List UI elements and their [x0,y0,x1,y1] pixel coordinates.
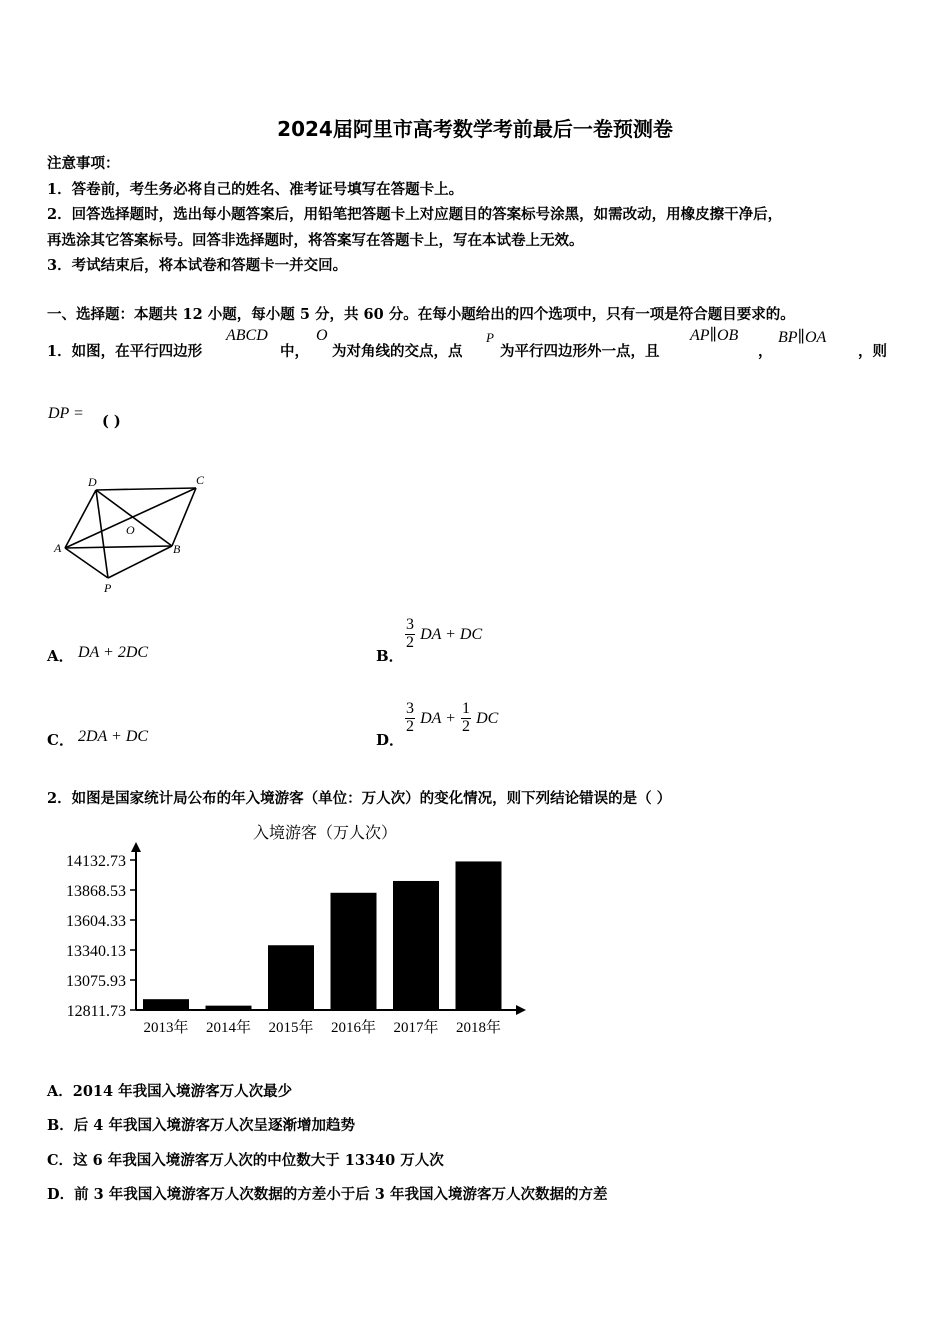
q1-text: 1．如图，在平行四边形 [47,343,203,360]
bar [393,881,439,1010]
q1-text: ，则 [858,343,887,360]
q1-option-c-expr: 2DA + DC [78,728,149,745]
q1-option-b [405,617,482,652]
y-tick-label: 13604.33 [66,913,126,930]
q1-text: ， [758,343,773,360]
q2-option-c: C．这 6 年我国入境游客万人次的中位数大于 13340 万人次 [47,1152,444,1169]
x-tick-label: 2014年 [205,1020,252,1036]
x-tick-label: 2013年 [143,1020,189,1036]
tourism-bar-chart [40,840,540,1045]
q1-dp: DP = [48,405,84,422]
label-a: A [54,541,62,555]
q1-math-bp-oa: BP∥OA [778,329,827,346]
y-tick-label: 14132.73 [66,853,126,870]
chart-x-labels [143,1018,501,1036]
label-p: P [104,581,112,595]
x-tick-label: 2017年 [393,1020,439,1036]
q1-math-abcd: ABCD [226,327,268,344]
notice-heading: 注意事项： [47,155,120,172]
fraction: $\frac{1}{2}$ [462,700,471,735]
notice-item: 再选涂其它答案标号。回答非选择题时，将答案写在答题卡上，写在本试卷上无效。 [47,232,584,249]
q1-math-ap-ob: AP∥OB [690,327,739,344]
q1-option-d-expr-end: DC [476,709,499,727]
x-tick-label: 2018年 [455,1020,502,1036]
q1-text: 为平行四边形外一点，且 [500,343,660,360]
q1-math-p: P [486,330,494,345]
notice-item: 1．答卷前，考生务必将自己的姓名、准考证号填写在答题卡上。 [47,181,464,198]
q2-option-a: A．2014 年我国入境游客万人次最少 [47,1083,293,1100]
q1-text: 为对角线的交点，点 [332,343,463,360]
fraction: $\frac{3}{2}$ [406,700,414,735]
bar [331,893,377,1010]
q1-option-a-expr: DA + 2DC [78,644,149,661]
label-d: D [88,475,97,489]
label-c: C [196,473,205,487]
fraction: $\frac{3}{2}$ [406,616,414,651]
bar [143,999,189,1010]
y-tick-label: 13340.13 [66,943,126,960]
y-tick-label: 13868.53 [66,883,126,900]
y-tick-label: 13075.93 [66,973,126,990]
q1-option-a [78,644,148,662]
q1-parallelogram-figure [48,468,218,598]
q1-answer-paren: ( ) [102,413,121,430]
chart-title: 入境游客（万人次） [253,823,398,842]
q1-option-a-letter: A． [47,647,74,665]
notice-item: 2．回答选择题时，选出每小题答案后，用铅笔把答题卡上对应题目的答案标号涂黑，如需改动，用橡皮擦干净后， [47,206,783,223]
section-heading: 一、选择题：本题共 12 小题，每小题 5 分，共 60 分。在每小题给出的四个选项中，只有一项是符合题目要求的。 [47,306,795,323]
q1-option-d [405,701,498,736]
q1-option-b-expr: DA + DC [420,625,483,643]
x-tick-label: 2015年 [268,1020,314,1036]
notice-item: 3．考试结束后，将本试卷和答题卡一并交回。 [47,257,348,274]
y-axis-arrow [131,842,141,852]
page-title: 2024届阿里市高考数学考前最后一卷预测卷 [277,117,673,141]
q1-math-o: O [316,327,328,344]
chart-bars [143,861,502,1010]
q1-option-b-letter: B． [376,647,404,665]
q1-text: 中， [280,343,309,360]
x-tick-label: 2016年 [330,1020,377,1036]
q1-option-d-letter: D． [376,731,405,749]
label-o: O [126,523,135,537]
chart-y-ticks [66,853,136,1020]
q2-option-b: B．后 4 年我国入境游客万人次呈逐渐增加趋势 [47,1117,355,1134]
q1-option-d-expr: DA + [420,709,456,727]
label-b: B [173,542,181,556]
bar [456,861,502,1010]
q1-option-c-letter: C． [47,731,74,749]
y-tick-label: 12811.73 [66,1003,126,1020]
bar [268,945,314,1010]
q2-option-d: D．前 3 年我国入境游客万人次数据的方差小于后 3 年我国入境游客万人次数据的方差 [47,1186,608,1203]
bar [206,1006,252,1010]
x-axis-arrow [516,1005,526,1015]
q2-stem: 2．如图是国家统计局公布的年入境游客（单位：万人次）的变化情况，则下列结论错误的是（ ） [47,790,672,807]
